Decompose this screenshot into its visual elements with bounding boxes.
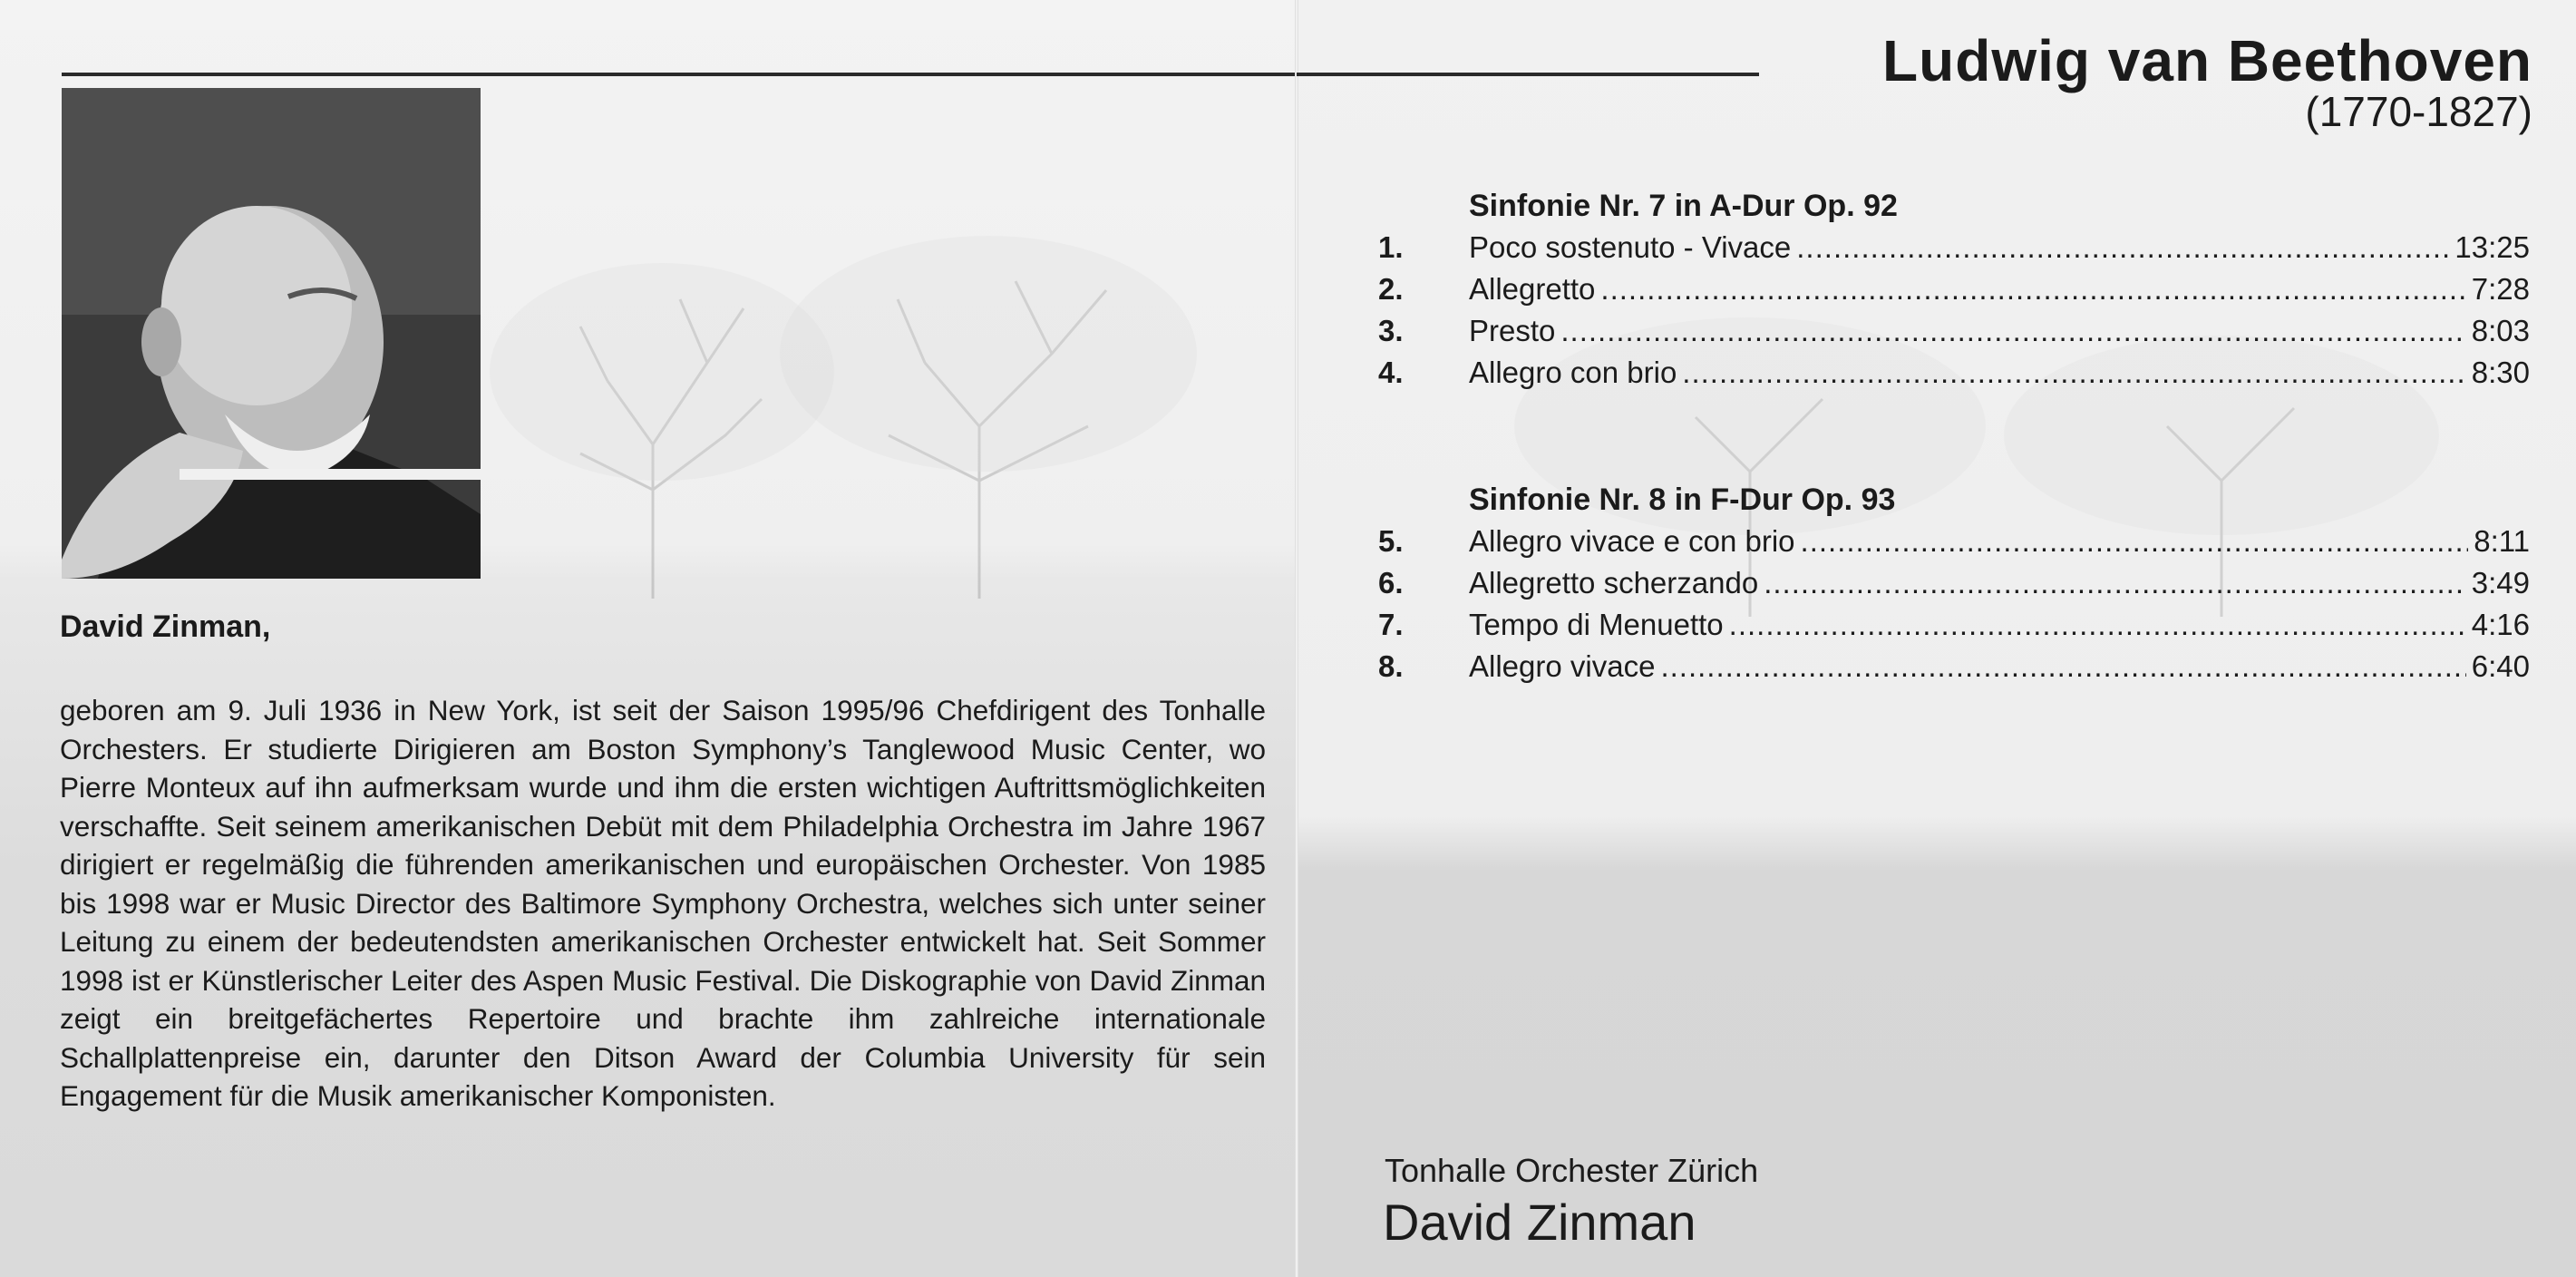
track-row (1378, 649, 2530, 691)
track-duration: 8:30 (2471, 356, 2530, 389)
symphony-title: Sinfonie Nr. 7 in A-Dur Op. 92 (1469, 189, 1898, 223)
symphony-title: Sinfonie Nr. 8 in F-Dur Op. 93 (1469, 483, 1896, 517)
track-duration: 8:11 (2474, 524, 2530, 558)
track-duration: 4:16 (2471, 608, 2530, 641)
dot-leader (1729, 608, 2466, 642)
track-number: 6. (1378, 566, 1404, 600)
track-title: Allegro vivace e con brio (1469, 524, 1795, 558)
orchestra-name: Tonhalle Orchester Zürich (1385, 1152, 1759, 1189)
track-duration: 6:40 (2471, 649, 2530, 683)
track-row (1378, 272, 2530, 314)
track-title: Allegretto scherzando (1469, 566, 1759, 600)
track-row (1378, 608, 2530, 649)
track-row (1378, 356, 2530, 397)
track-duration: 13:25 (2454, 230, 2530, 264)
header-rule (62, 73, 1297, 76)
bio-name: David Zinman, (60, 609, 271, 644)
track-row (1378, 524, 2530, 566)
track-number: 8. (1378, 649, 1404, 683)
track-duration: 7:28 (2471, 272, 2530, 306)
track-duration: 8:03 (2471, 314, 2530, 347)
track-title: Allegro vivace (1469, 649, 1656, 683)
track-number: 3. (1378, 314, 1404, 347)
track-title: Poco sostenuto - Vivace (1469, 230, 1792, 264)
dot-leader (1796, 230, 2449, 265)
composer-dates: (1770-1827) (2305, 88, 2532, 135)
tree-background (471, 218, 1288, 599)
track-number: 7. (1378, 608, 1404, 641)
dot-leader (1560, 314, 2465, 348)
track-title: Allegro con brio (1469, 356, 1677, 389)
dot-leader (1600, 272, 2465, 307)
track-row (1378, 230, 2530, 272)
dot-leader (1660, 649, 2465, 684)
conductor-name: David Zinman (1383, 1194, 1696, 1251)
booklet-spine (1295, 0, 1298, 1277)
dot-leader (1764, 566, 2466, 600)
conductor-photo (62, 88, 481, 579)
track-row (1378, 314, 2530, 356)
bio-text: geboren am 9. Juli 1936 in New York, ist seit der Saison 1995/96 Chefdirigent des Tonhalle Orchesters. Er studierte Dirigieren am Boston Symphony’s Tanglewood Music Center, wo Pierre Monteux auf ihn aufmerksam wurde und ihm die ersten wichtigen Auftrittsmöglichkeiten verschaffte. Seit seinem amerikanischen Debüt mit dem Philadelphia Orchestra im Jahre 1967 dirigiert er regelmäßig die führenden amerikanischen und europäischen Orchester. Von 1985 bis 1998 war er Music Director des Baltimore Symphony Orchestra, welches sich unter seiner Leitung zu einem der bedeutendsten amerikanischen Orchester entwickelt hat. Seit Sommer 1998 ist er Künstlerischer Leiter des Aspen Music Festival. Die Diskographie von David Zinman zeigt ein breitgefächertes Repertoire und brachte ihm zahlreiche internationale Schallplattenpreise ein, darunter den Ditson Award der Columbia University für sein Engagement für die Musik amerikanischer Komponisten. (60, 694, 1266, 1112)
dot-leader (1682, 356, 2465, 390)
header-rule-right (1297, 73, 1759, 76)
track-title: Presto (1469, 314, 1556, 347)
track-number: 2. (1378, 272, 1404, 306)
track-row (1378, 566, 2530, 608)
dot-leader (1801, 524, 2469, 559)
track-number: 1. (1378, 230, 1404, 264)
track-title: Tempo di Menuetto (1469, 608, 1724, 641)
composer-name: Ludwig van Beethoven (1882, 28, 2532, 93)
track-duration: 3:49 (2471, 566, 2530, 600)
track-number: 4. (1378, 356, 1404, 389)
track-title: Allegretto (1469, 272, 1596, 306)
track-number: 5. (1378, 524, 1404, 558)
